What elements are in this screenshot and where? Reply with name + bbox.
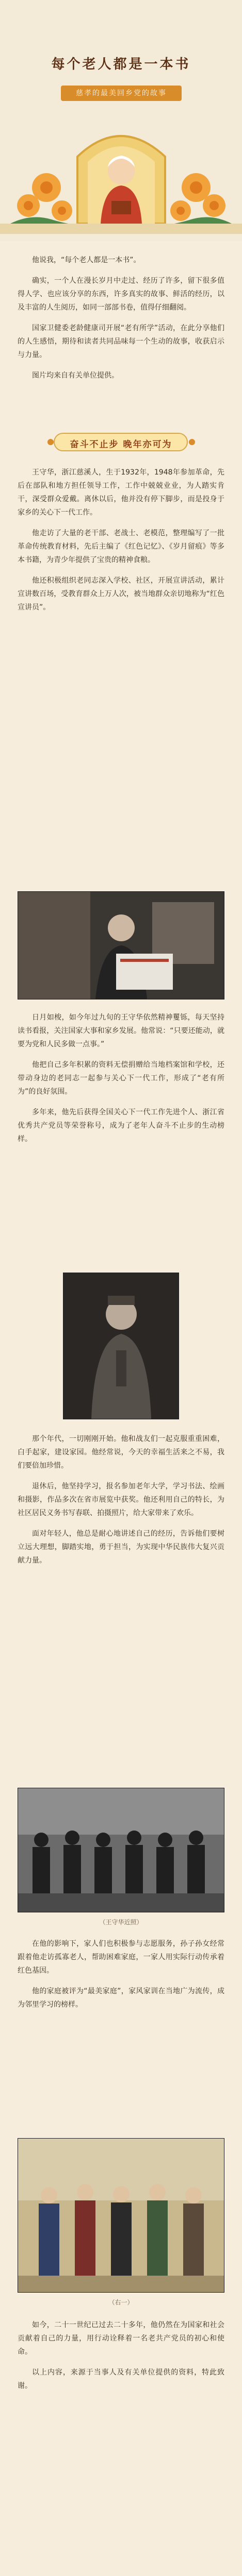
closing-section (18, 2318, 224, 2400)
photo-group (18, 1788, 224, 1912)
paragraph: 他把自己多年积累的资料无偿捐赠给当地档案馆和学校，还带动身边的老同志一起参与关心下一代工作，形成了“老有所为”的良好氛围。 (18, 1061, 224, 1096)
paragraph: 他的家庭被评为“最美家庭”，家风家训在当地广为流传，成为邻里学习的榜样。 (18, 1987, 224, 2009)
paragraph: 退休后，他坚持学习，报名参加老年大学，学习书法、绘画和摄影，作品多次在省市展览中获奖。他还利用自己的特长，为社区居民义务书写春联、拍摄照片，给大家带来了欢乐。 (18, 1482, 224, 1517)
paragraph: 如今，二十一世纪已过去二十多年，他仍然在为国家和社会贡献着自己的力量，用行动诠释着一名老共产党员的初心和使命。 (18, 2321, 224, 2356)
photo-portrait (63, 1273, 179, 1419)
photo-group-color (18, 2138, 224, 2293)
section-heading (18, 428, 224, 456)
photo-caption: （右一） (108, 2299, 134, 2306)
page-subtitle: 慈孝的最美回乡党的故事 (61, 86, 182, 101)
story-section (18, 1937, 224, 2019)
story-section (18, 466, 224, 621)
paragraph: 他还积极组织老同志深入学校、社区，开展宣讲活动，累计宣讲数百场，受教育群众上万人次，被当地群众亲切地称为“红色宣讲员”。 (18, 577, 224, 612)
paragraph: 他说我，“每个老人都是一本书”。 (32, 256, 141, 264)
paragraph: 王守华，浙江慈溪人，生于1932年，1948年参加革命，先后在部队和地方担任领导工作，工作中兢兢业业，为人踏实肯干，深受群众爱戴。离休以后，他并没有停下脚步，而是投身于家乡的关心下一代工作。 (18, 468, 224, 517)
section-title: 奋斗不止步 晚年亦可为 (70, 439, 172, 450)
paragraph: 面对年轻人，他总是耐心地讲述自己的经历，告诉他们要树立远大理想，脚踏实地，勇于担当，为实现中华民族伟大复兴贡献力量。 (18, 1530, 224, 1565)
paragraph: 国家卫健委老龄健康司开展“老有所学”活动，在此分享他们的人生感悟，期待和读者共同品味每一个生动的故事，收获启示与力量。 (18, 324, 224, 359)
intro-section (18, 253, 224, 389)
photo-caption: （王守华近照） (99, 1919, 143, 1926)
header-banner (0, 0, 242, 241)
paragraph: 以上内容，来源于当事人及有关单位提供的资料，特此致谢。 (18, 2368, 224, 2390)
paragraph: 在他的影响下，家人们也积极参与志愿服务，孙子孙女经常跟着他走访孤寡老人，帮助困难家庭，一家人用实际行动传承着红色基因。 (18, 1940, 224, 1975)
paragraph: 确实，一个人在漫长岁月中走过、经历了许多，留下很多值得人学、也应该分享的东西，许多真实的故事、鲜活的经历，以及丰富的人生阅历，如同一部部书卷，值得仔细翻阅。 (18, 277, 224, 312)
story-section (18, 1432, 224, 1574)
page-title: 每个老人都是一本书 (51, 57, 191, 72)
paragraph: 那个年代，一切刚刚开始。他和战友们一起克服重重困难，白手起家，建设家园。他经常说，今天的幸福生活来之不易，我们要倍加珍惜。 (18, 1435, 224, 1470)
photo-reading (18, 891, 224, 999)
paragraph: 日月如梭，如今年过九旬的王守华依然精神矍铄，每天坚持读书看报，关注国家大事和家乡发展。他常说：“只要还能动，就要为党和人民多做一点事。” (18, 1013, 224, 1048)
header-illustration (0, 110, 242, 234)
paragraph: 多年来，他先后获得全国关心下一代工作先进个人、浙江省优秀共产党员等荣誉称号，成为了老年人奋斗不止步的生动榜样。 (18, 1108, 224, 1143)
paragraph: 他走访了大量的老干部、老战士、老模范，整理编写了一批革命传统教育材料，先后主编了《红色记忆》、《岁月留痕》等多本书籍，为青少年提供了宝贵的精神食粮。 (18, 529, 224, 564)
story-section (18, 1011, 224, 1153)
paragraph: 图片均来自有关单位提供。 (32, 371, 119, 380)
